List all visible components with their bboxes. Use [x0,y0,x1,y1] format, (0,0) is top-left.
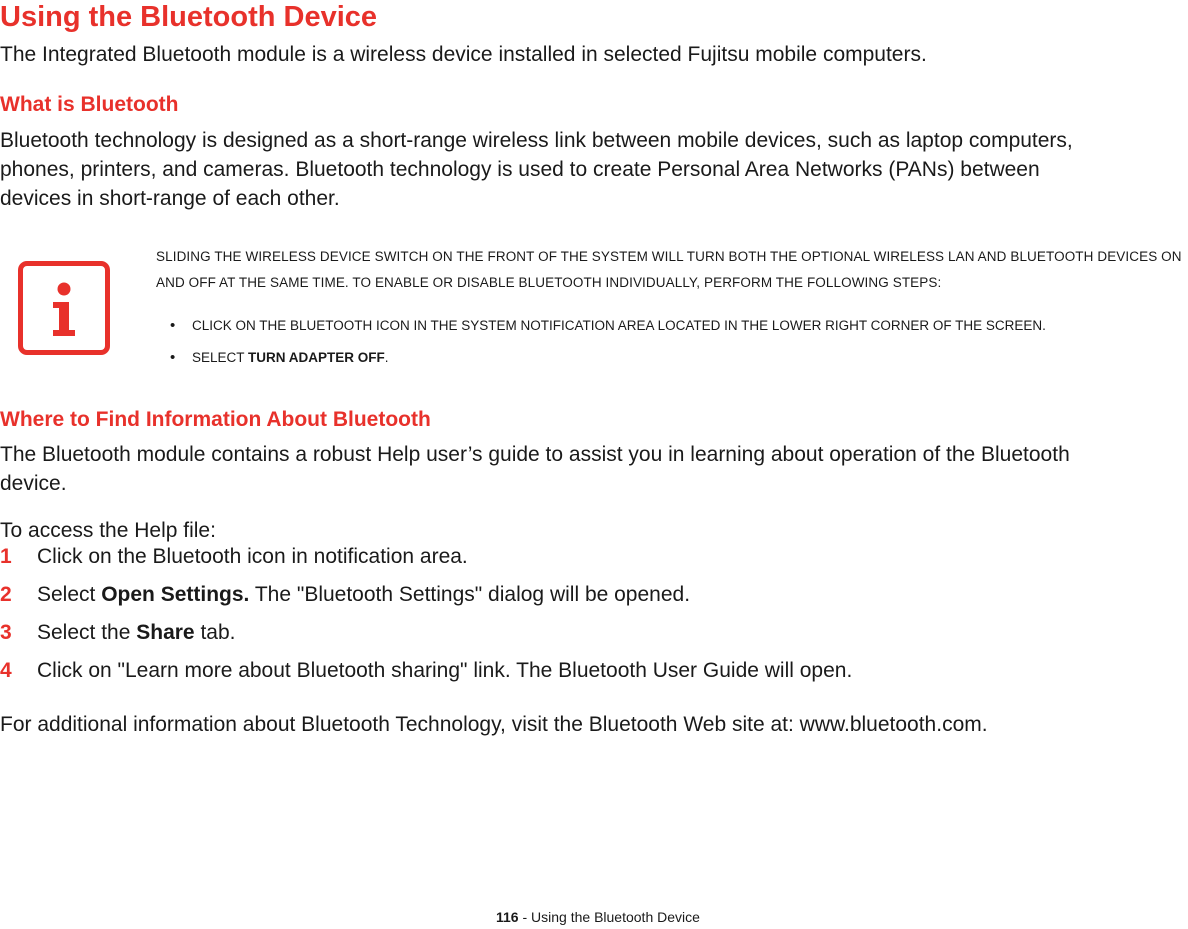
list-item [0,542,852,580]
paragraph-line: devices in short-range of each other. [0,187,340,210]
bullet-text: SELECT [192,350,249,365]
step-text: Select the [37,621,137,644]
step-suffix: The "Bluetooth Settings" dialog will be opened. [249,583,691,606]
note-bullet-list [170,316,1046,368]
list-item [0,580,852,618]
paragraph-line: The Bluetooth module contains a robust Help user’s guide to assist you in learning about operation of the Bluetooth [0,443,1070,466]
bullet-suffix: . [384,350,389,365]
list-item [0,656,852,694]
note-text [156,244,1186,296]
step-bold-text: Open Settings. [101,583,250,606]
step-number: 4 [0,659,12,682]
info-icon [18,261,110,355]
step-number: 2 [0,583,12,606]
steps-list [0,542,852,694]
step-bold-text: Share [136,621,195,644]
list-item [170,348,1046,368]
page-number: 116 [496,909,519,925]
step-text: Click on the Bluetooth icon in notification area. [37,545,468,568]
step-suffix: tab. [194,621,236,644]
footer-label: - Using the Bluetooth Device [518,909,700,925]
step-number: 3 [0,621,12,644]
list-item [170,316,1046,348]
note-line: AND OFF AT THE SAME TIME. TO ENABLE OR DISABLE BLUETOOTH INDIVIDUALLY, PERFORM THE FOLLOWING STEPS: [156,275,942,290]
paragraph-line: Bluetooth technology is designed as a short-range wireless link between mobile devices, such as laptop computers, [0,129,1073,152]
page-title: Using the Bluetooth Device [0,1,378,33]
bullet-symbol: • [170,317,176,334]
where-to-find-paragraph [0,440,1070,498]
list-item [0,618,852,656]
section-heading-what-is-bluetooth: What is Bluetooth [0,93,179,116]
bullet-bold-text: TURN ADAPTER OFF [248,350,385,365]
bullet-symbol: • [170,349,176,366]
section-heading-where-to-find: Where to Find Information About Bluetooth [0,408,431,431]
page-footer [496,907,700,927]
step-number: 1 [0,545,12,568]
paragraph-line: phones, printers, and cameras. Bluetooth technology is used to create Personal Area Networks (PANs) between [0,158,1040,181]
step-text: Click on "Learn more about Bluetooth sharing" link. The Bluetooth User Guide will open. [37,659,853,682]
access-label: To access the Help file: [0,519,216,542]
note-line: SLIDING THE WIRELESS DEVICE SWITCH ON THE FRONT OF THE SYSTEM WILL TURN BOTH THE OPTIONAL WIRELESS LAN AND BLUETOOTH DEVICES ON [156,249,1182,264]
step-text: Select [37,583,102,606]
what-is-bluetooth-paragraph [0,126,1073,213]
info-glyph [23,266,105,350]
paragraph-line: device. [0,472,67,495]
closing-paragraph: For additional information about Bluetooth Technology, visit the Bluetooth Web site at: www.bluetooth.com. [0,713,988,736]
bullet-text: CLICK ON THE BLUETOOTH ICON IN THE SYSTEM NOTIFICATION AREA LOCATED IN THE LOWER RIGHT CORNER OF THE SCREEN. [192,318,1046,333]
intro-paragraph: The Integrated Bluetooth module is a wireless device installed in selected Fujitsu mobile computers. [0,43,927,66]
